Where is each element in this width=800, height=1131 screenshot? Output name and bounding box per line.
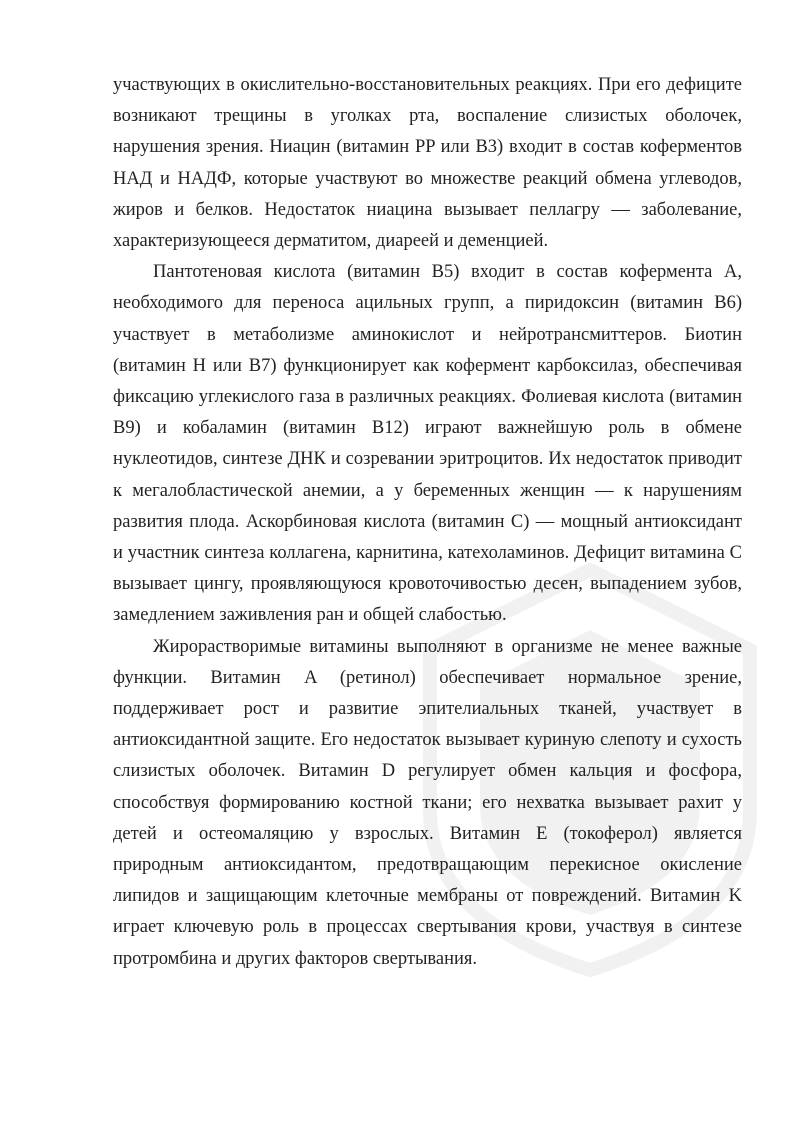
document-body xyxy=(113,70,742,975)
paragraph-3: Жирорастворимые витамины выполняют в организме не менее важные функции. Витамин A (ретинол) обеспечивает нормальное зрение, поддерживает рост и развитие эпителиальных тканей, участвует в антиоксидантной защите. Его недостаток вызывает куриную слепоту и сухость слизистых оболочек. Витамин D регулирует обмен кальция и фосфора, способствуя формированию костной ткани; его нехватка вызывает рахит у детей и остеомаляцию у взрослых. Витамин E (токоферол) является природным антиоксидантом, предотвращающим перекисное окисление липидов и защищающим клеточные мембраны от повреждений. Витамин K играет ключевую роль в процессах свертывания крови, участвуя в синтезе протромбина и других факторов свертывания. xyxy=(113,636,742,969)
paragraph-2: Пантотеновая кислота (витамин B5) входит в состав кофермента A, необходимого для переноса ацильных групп, а пиридоксин (витамин B6) участвует в метаболизме аминокислот и нейротрансмиттеров. Биотин (витамин H или B7) функционирует как кофермент карбоксилаз, обеспечивая фиксацию углекислого газа в различных реакциях. Фолиевая кислота (витамин B9) и кобаламин (витамин B12) играют важнейшую роль в обмене нуклеотидов, синтезе ДНК и созревании эритроцитов. Их недостаток приводит к мегалобластической анемии, а у беременных женщин — к нарушениям развития плода. Аскорбиновая кислота (витамин C) — мощный антиоксидант и участник синтеза коллагена, карнитина, катехоламинов. Дефицит витамина C вызывает цингу, проявляющуюся кровоточивостью десен, выпадением зубов, замедлением заживления ран и общей слабостью. xyxy=(113,262,742,626)
paragraph-1: участвующих в окислительно-восстановительных реакциях. При его дефиците возникают трещины в уголках рта, воспаление слизистых оболочек, нарушения зрения. Ниацин (витамин PP или B3) входит в состав коферментов НАД и НАДФ, которые участвуют во множестве реакций обмена углеводов, жиров и белков. Недостаток ниацина вызывает пеллагру — заболевание, характеризующееся дерматитом, диареей и деменцией. xyxy=(113,75,742,252)
